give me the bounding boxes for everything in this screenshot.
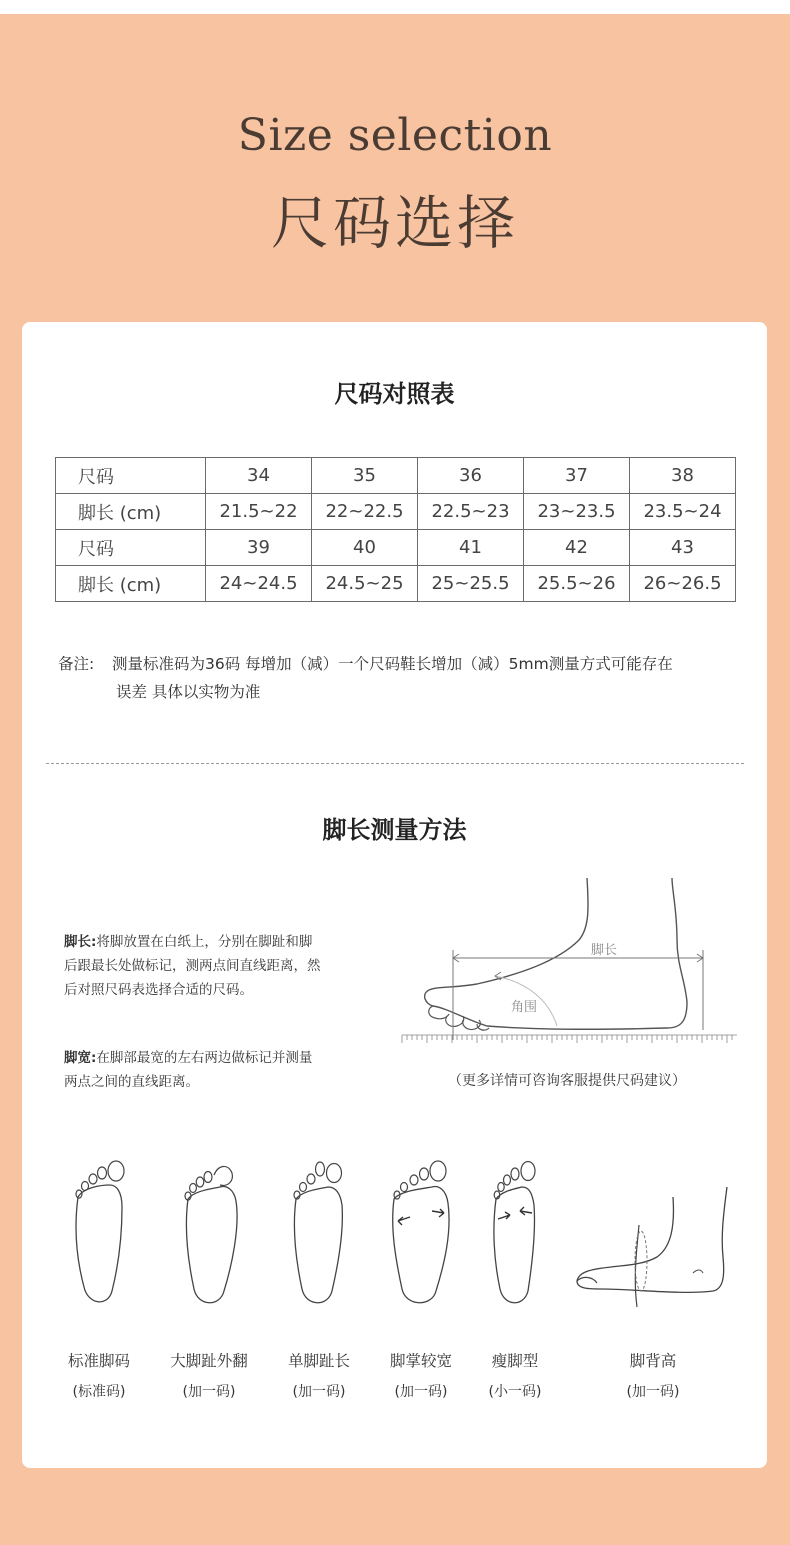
size-note	[58, 650, 748, 706]
table-cell: 22.5~23	[418, 494, 524, 530]
foot-type-slim	[460, 1157, 570, 1400]
long-toe-foot-icon	[284, 1157, 354, 1317]
wide-foot-icon	[386, 1157, 456, 1317]
foot-type-name: 单脚趾长	[287, 1352, 350, 1370]
foot-type-code: (加一码)	[394, 1384, 448, 1400]
table-cell: 23.5~24	[630, 494, 736, 530]
row-header: 脚长 (cm)	[56, 566, 206, 602]
standard-foot-icon	[64, 1157, 134, 1317]
foot-type-standard	[44, 1157, 154, 1400]
foot-type-high-instep	[598, 1157, 708, 1400]
foot-side-icon	[377, 870, 737, 1055]
foot-type-name: 瘦脚型	[491, 1352, 539, 1370]
table-cell: 26~26.5	[630, 566, 736, 602]
ruler-icon	[402, 1035, 737, 1043]
foot-measure-diagram	[377, 870, 737, 1059]
diagram-caption: （更多详情可咨询客服提供尺码建议）	[448, 1073, 686, 1089]
table-cell: 43	[630, 530, 736, 566]
foot-length-text: 将脚放置在白纸上，分别在脚趾和脚后跟最长处做标记，测两点间直线距离，然后对照尺码表选择合适的尺码。	[64, 934, 321, 998]
table-cell: 39	[206, 530, 312, 566]
table-cell: 37	[524, 458, 630, 494]
foot-type-code: (加一码)	[182, 1384, 236, 1400]
table-row	[56, 494, 736, 530]
table-cell: 36	[418, 458, 524, 494]
table-row	[56, 566, 736, 602]
foot-type-name: 标准脚码	[67, 1352, 130, 1370]
table-row	[56, 458, 736, 494]
foot-width-label: 脚宽:	[64, 1050, 97, 1066]
foot-type-code: (加一码)	[626, 1384, 680, 1400]
foot-type-code: (小一码)	[488, 1384, 542, 1400]
foot-length-label: 脚长:	[64, 934, 97, 950]
bunion-foot-icon	[174, 1157, 244, 1317]
high-instep-foot-icon	[573, 1157, 733, 1317]
slim-foot-icon	[480, 1157, 550, 1317]
row-header: 尺码	[56, 458, 206, 494]
hero-title-cn: 尺码选择	[270, 189, 519, 257]
foot-type-bunion	[154, 1157, 264, 1400]
section-divider	[46, 763, 744, 764]
table-cell: 41	[418, 530, 524, 566]
hero-title-en: Size selection	[237, 110, 553, 161]
table-cell: 35	[312, 458, 418, 494]
foot-type-long-toe	[264, 1157, 374, 1400]
top-strip	[0, 0, 790, 14]
size-guide-card	[22, 322, 767, 1468]
foot-length-description	[64, 930, 322, 1002]
table-cell: 25~25.5	[418, 566, 524, 602]
table-cell: 21.5~22	[206, 494, 312, 530]
foot-type-name: 脚掌较宽	[389, 1352, 452, 1370]
note-line-2: 误差 具体以实物为准	[116, 683, 261, 701]
foot-type-name: 脚背高	[629, 1352, 677, 1370]
table-row	[56, 530, 736, 566]
row-header: 脚长 (cm)	[56, 494, 206, 530]
note-label: 备注:	[58, 655, 95, 673]
diagram-length-label: 脚长	[591, 943, 618, 958]
table-cell: 42	[524, 530, 630, 566]
table-cell: 25.5~26	[524, 566, 630, 602]
diagram-angle-label: 角围	[511, 1000, 538, 1015]
table-cell: 24~24.5	[206, 566, 312, 602]
table-cell: 34	[206, 458, 312, 494]
size-chart-table	[55, 457, 736, 602]
table-cell: 23~23.5	[524, 494, 630, 530]
table-cell: 22~22.5	[312, 494, 418, 530]
foot-width-description	[64, 1046, 322, 1094]
table-cell: 40	[312, 530, 418, 566]
foot-type-code: (标准码)	[72, 1384, 126, 1400]
table-cell: 24.5~25	[312, 566, 418, 602]
size-chart-title: 尺码对照表	[334, 380, 455, 408]
table-cell: 38	[630, 458, 736, 494]
measure-method-title: 脚长测量方法	[322, 816, 467, 844]
note-line-1: 测量标准码为36码 每增加（减）一个尺码鞋长增加（减）5mm测量方式可能存在	[112, 655, 673, 673]
row-header: 尺码	[56, 530, 206, 566]
foot-type-name: 大脚趾外翻	[170, 1352, 248, 1370]
foot-type-code: (加一码)	[292, 1384, 346, 1400]
foot-width-text: 在脚部最宽的左右两边做标记并测量两点之间的直线距离。	[64, 1050, 313, 1090]
